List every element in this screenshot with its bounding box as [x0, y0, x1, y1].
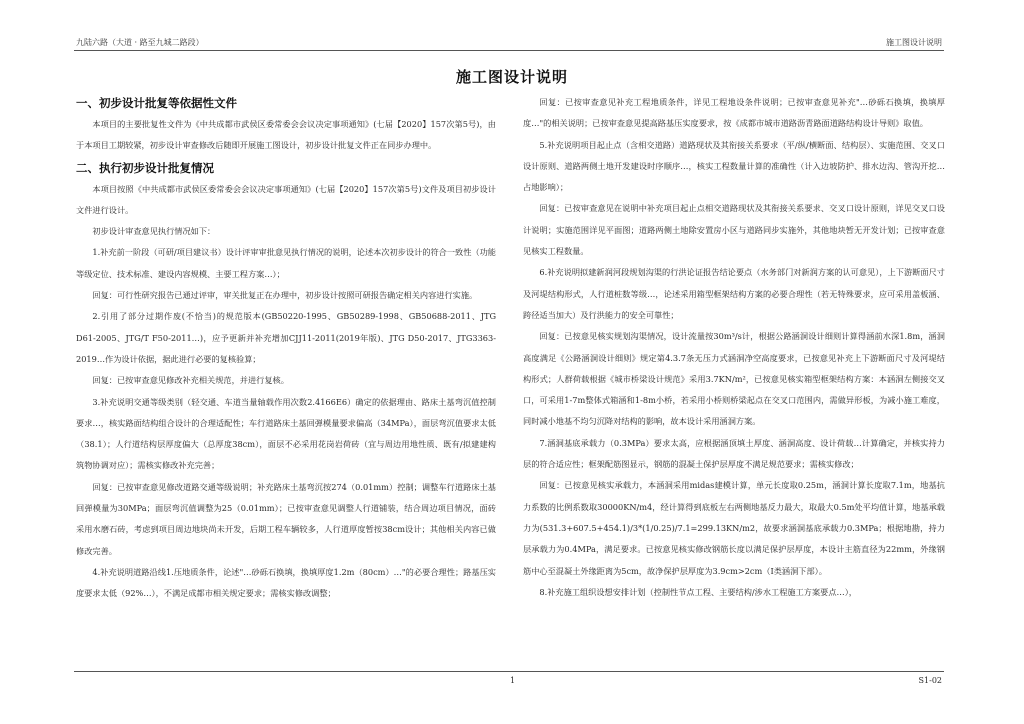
footer-divider — [74, 671, 944, 672]
header-doc-title: 施工图设计说明 — [886, 38, 942, 47]
paragraph: 回复：已按审查意见补充工程地质条件，详见工程地设条件说明；已按审查意见补充"…砂砾石换填，换填厚度…"的相关说明；已按审查意见提高路基压实度要求，按《成都市城市道路沥青路面道路结构设计导则》取值。 — [523, 97, 945, 129]
paragraph: 8.补充施工组织设想安排计划（控制性节点工程、主要结构/涉水工程施工方案要点…）， — [539, 586, 857, 597]
paragraph: 本项目的主要批复性文件为《中共成都市武侯区委常委会会议决定事项通知》(七届【2020】157次第5号)，由于本项目工期较紧，初步设计审查修改后随即开展施工图设计，初步设计批复文件正在同步办理中。 — [76, 119, 496, 151]
paragraph: 1.补充前一阶段（可研/项目建议书）设计评审审批意见执行情况的说明，论述本次初步设计的符合一致性（功能等级定位、技术标准、建设内容规模、主要工程方案…）； — [76, 247, 496, 279]
sheet-number: S1-02 — [918, 676, 942, 685]
paragraph: 回复：已按意见核实承载力，本涵洞采用midas建模计算，单元长度取0.25m，涵洞计算长度取7.1m，地基抗力系数的比例系数取30000KN/m4，经计算得到底板左右两侧地基反力最大，取最大0.5m处平均值计算，地基承载力为(531.3+607.5+454.1)/3*(1/0.25)/7.1=299.13KN/m2，故要求涵洞基底承载力0.3MPa；根据地勘，持力层承载力为0.4MPa，满足要求。已按意见核实修改钢筋长度以满足保护层厚度，本设计主筋直径为22mm，外缘钢筋中心至混凝土外缘距离为5cm，故净保护层厚度为3.9cm>2cm（I类涵洞下部）。 — [523, 480, 945, 576]
paragraph: 回复：已按审查意见修改道路交通等级说明；补充路床土基弯沉按274（0.01mm）控制；调整车行道路床土基回弹模量为30MPa；面层弯沉值调整为25（0.01mm）；已按审查意见调整人行道铺装，结合周边项目情况，面砖采用水磨石砖，考虑到项目周边地块尚未开发，后期工程车辆较多，人行道厚度暂按38cm设计；其他相关内容已做修改完善。 — [76, 481, 496, 556]
header-project-name: 九陆六路（大道 · 路至九城二路段） — [76, 38, 204, 47]
header-divider — [74, 50, 944, 51]
section-heading-2: 二、执行初步设计批复情况 — [76, 160, 214, 175]
paragraph: 5.补充说明项目起止点（含相交道路）道路现状及其衔接关系要求（平/纵/横断面、结构层）、实施范围、交叉口设计原则、道路两侧土地开发建设时序顺序…，核实工程数量计算的准确性（计入边坡防护、排水边沟、管沟开挖…占地影响）； — [523, 139, 945, 193]
paragraph: 6.补充说明拟建新润河段规划沟渠的行洪论证报告结论要点（水务部门对新润方案的认可意见），上下游断面尺寸及河堤结构形式，人行道桩数等级…，论述采用箱型框架结构方案的必要合理性（若无特殊要求，应可采用盖板涵、跨径适当加大）及行洪能力的安全可靠性； — [523, 267, 945, 320]
paragraph: 2.引用了部分过期作废(不恰当)的规范版本(GB50220-1995、GB50289-1998、GB50688-2011、JTG D61-2005、JTG/T F50-2011…)，应予更新并补充增加CJJ11-2011(2019年版)、JTG D50-2017、JTG3363-2019…作为设计依据，据此进行必要的复核验算； — [76, 311, 496, 364]
paragraph: 7.涵洞基底承载力（0.3MPa）要求太高，应根据涵顶填土厚度、涵洞高度、设计荷载…计算确定，并核实持力层的符合适应性；框架配筋图显示，钢筋的混凝土保护层厚度不满足规范要求；需核实修改； — [523, 437, 945, 470]
paragraph: 回复：已按审查意见在说明中补充项目起止点相交道路现状及其衔接关系要求、交叉口设计原则，详见交叉口设计说明；实施范围详见平面图；道路两侧土地除安置房小区与道路同步实施外，其他地块暂无开发计划；已按审查意见核实工程数量。 — [523, 203, 945, 257]
page-number: 1 — [510, 676, 516, 685]
paragraph: 4.补充说明道路沿线1.压地质条件，论述"…砂砾石换填，换填厚度1.2m（80cm）…"的必要合理性；路基压实度要求太低（92%…），不满足成都市相关规定要求；需核实修改调整； — [76, 566, 496, 599]
paragraph: 回复：已按审查意见修改补充相关规范，并进行复核。 — [92, 375, 289, 386]
paragraph: 3.补充说明交通等级类别（轻交通、车道当量轴载作用次数2.4166E6）确定的依据理由、路床土基弯沉值控制要求…，核实路面结构组合设计的合理适配性；车行道路床土基回弹模量要求偏高（34MPa），面层弯沉值要求太低（38.1）；人行道结构层厚度偏大（总厚度38cm），面层不必采用花岗岩荷砖（宜与周边用地性质、既有/拟建建构筑物协调对应）；需核实修改补充完善； — [76, 396, 496, 471]
page-title: 施工图设计说明 — [455, 68, 568, 86]
right-column — [523, 92, 945, 603]
paragraph: 回复：可行性研究报告已通过评审，审关批复正在办理中，初步设计按照可研报告确定相关内容进行实施。 — [92, 290, 478, 301]
paragraph: 回复：已按意见核实规划沟渠情况，设计流量按30m³/s计，根据公路涵洞设计细则计算得涵前水深1.8m，涵洞高度满足《公路涵洞设计细则》规定第4.3.7条无压力式涵洞净空高度要求，已按意见补充上下游断面尺寸及河堤结构形式；人群荷载根据《城市桥梁设计规范》采用3.7KN/m²，已按意见核实箱型框架结构方案：本涵洞左侧接交叉口，可采用1-7m整体式箱涵和1-8m小桥，若采用小桥则桥梁起点在交叉口范围内，需做异形板，为减小施工难度，同时减小地基不均匀沉降对结构的影响，故本设计采用涵洞方案。 — [523, 331, 945, 427]
paragraph: 本项目按照《中共成都市武侯区委常委会会议决定事项通知》(七届【2020】157次第5号)文件及项目初步设计文件进行设计。 — [76, 183, 496, 215]
paragraph: 初步设计审查意见执行情况如下： — [92, 226, 216, 237]
section-heading-1: 一、初步设计批复等依据性文件 — [76, 96, 237, 110]
left-column — [76, 92, 496, 605]
